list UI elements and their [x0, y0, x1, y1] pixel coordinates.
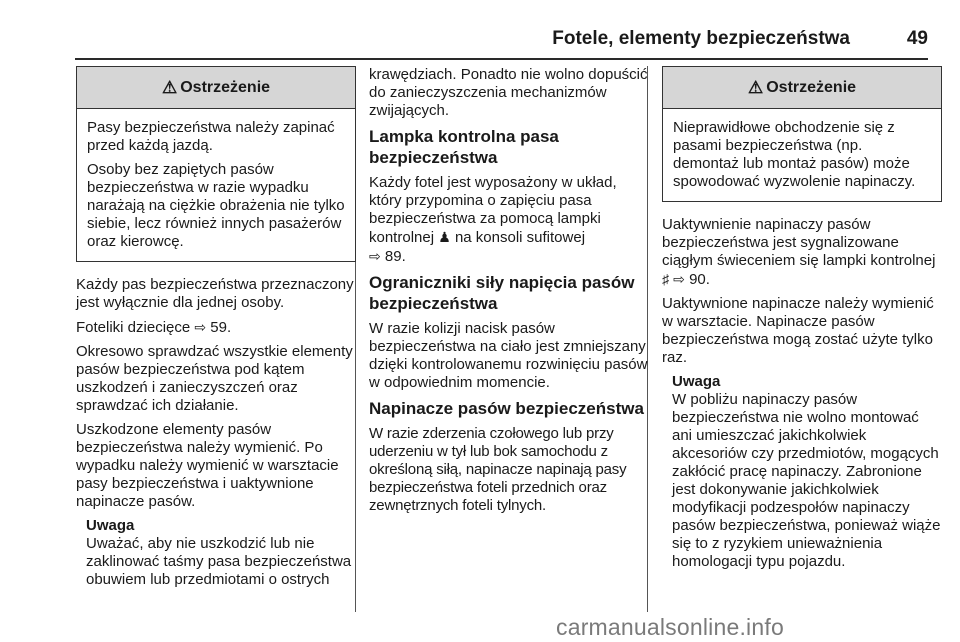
warning-triangle-icon: ⚠ [747, 77, 764, 97]
page-number: 49 [906, 28, 928, 49]
warning-text: Nieprawidłowe obchodzenie się z pasami bezpieczeństwa (np. demontaż lub montaż pasów) może spowodować wyzwolenie napinaczy. [673, 119, 916, 190]
paragraph: Uaktywnione napinacze należy wymienić w warsztacie. Napinacze pasów bezpieczeństwa mogą zostać użyte tylko raz. [662, 295, 934, 366]
seatbelt-reminder-icon: ♟ [438, 229, 451, 245]
paragraph: Okresowo sprawdzać wszystkie elementy pasów bezpieczeństwa pod kątem uszkodzeń i zanieczyszczeń oraz sprawdzać ich działanie. [76, 343, 353, 414]
page-reference[interactable]: 89. [384, 248, 406, 265]
warning-box [662, 66, 942, 202]
paragraph: W razie kolizji nacisk pasów bezpieczeństwa na ciało jest zmniejszany dzięki kontrolowanemu rozwinięciu pasów w odpowiednim momencie. [369, 320, 648, 391]
paragraph-text: Foteliki dziecięce [76, 319, 191, 336]
warning-body [663, 109, 941, 201]
warning-title: Ostrzeżenie [180, 78, 271, 96]
page-reference[interactable]: 90. [689, 271, 710, 288]
section-heading: Napinacze pasów bezpieczeństwa [369, 399, 644, 418]
warning-body [77, 109, 355, 261]
note-block [76, 517, 356, 589]
page-reference-arrow-icon: ⇨ [194, 319, 207, 335]
warning-header [663, 67, 941, 109]
paragraph [369, 174, 649, 266]
paragraph [76, 318, 356, 337]
paragraph: Uszkodzone elementy pasów bezpieczeństwa należy wymienić. Po wypadku należy wymienić w warsztacie pasy bezpieczeństwa i uaktywnione napinacze pasów. [76, 421, 339, 510]
note-text: W pobliżu napinaczy pasów bezpieczeństwa nie wolno montować ani umieszczać jakichkolwiek akcesoriów czy przedmiotów, mogących zakłócić pracę napinaczy. Zabronione jest dokonywanie jakichkolwiek modyfikacji podzespołów napinaczy pasów bezpieczeństwa, ponieważ wiąże się to z ryzykiem unieważnienia homologacji typu pojazdu. [672, 391, 941, 570]
paragraph: krawędziach. Ponadto nie wolno dopuścić do zanieczyszczenia mechanizmów zwijających. [369, 66, 648, 119]
note-title: Uwaga [86, 517, 135, 534]
warning-triangle-icon: ⚠ [161, 77, 178, 97]
page-reference-arrow-icon: ⇨ [369, 248, 381, 264]
page-reference[interactable]: 59. [210, 319, 232, 336]
watermark: carmanualsonline.info [556, 614, 784, 640]
column-1 [76, 66, 356, 595]
paragraph [662, 216, 942, 289]
paragraph-text: na konsoli sufitowej [454, 229, 586, 246]
section-heading: Ograniczniki siły napięcia pasów bezpieczeństwa [369, 273, 635, 313]
airbag-pretensioner-icon: ♯ [662, 271, 669, 287]
note-block [662, 373, 942, 571]
note-title: Uwaga [672, 373, 721, 390]
note-text: Uważać, aby nie uszkodzić lub nie zaklinować taśmy pasa bezpieczeństwa obuwiem lub przedmiotami o ostrych [86, 535, 352, 588]
warning-text: Osoby bez zapiętych pasów bezpieczeństwa w razie wypadku narażają na ciężkie obrażenia nie tylko siebie, lecz również innych pasażerów oraz kierowcę. [87, 161, 345, 250]
page-title: Fotele, elementy bezpieczeństwa [552, 28, 850, 49]
paragraph-text: Uaktywnienie napinaczy pasów bezpieczeństwa jest sygnalizowane ciągłym świeceniem się lampki kontrolnej [662, 216, 936, 269]
paragraph-text: Każdy fotel jest wyposażony w układ, który przypomina o zapięciu pasa bezpieczeństwa za pomocą lampki kontrolnej [369, 174, 617, 246]
warning-header [77, 67, 355, 109]
section-heading: Lampka kontrolna pasa bezpieczeństwa [369, 127, 559, 167]
page-header [75, 24, 928, 60]
warning-box [76, 66, 356, 262]
paragraph: Każdy pas bezpieczeństwa przeznaczony jest wyłącznie dla jednej osoby. [76, 276, 354, 311]
column-2 [369, 66, 649, 521]
warning-title: Ostrzeżenie [766, 78, 857, 96]
warning-text: Pasy bezpieczeństwa należy zapinać przed każdą jazdą. [87, 119, 335, 154]
column-3 [662, 66, 942, 577]
page-reference-arrow-icon: ⇨ [673, 271, 685, 287]
paragraph: W razie zderzenia czołowego lub przy uderzeniu w tył lub bok samochodu z określoną siłą, napinacze napinają pasy bezpieczeństwa foteli przednich oraz zewnętrznych foteli tylnych. [369, 425, 627, 514]
